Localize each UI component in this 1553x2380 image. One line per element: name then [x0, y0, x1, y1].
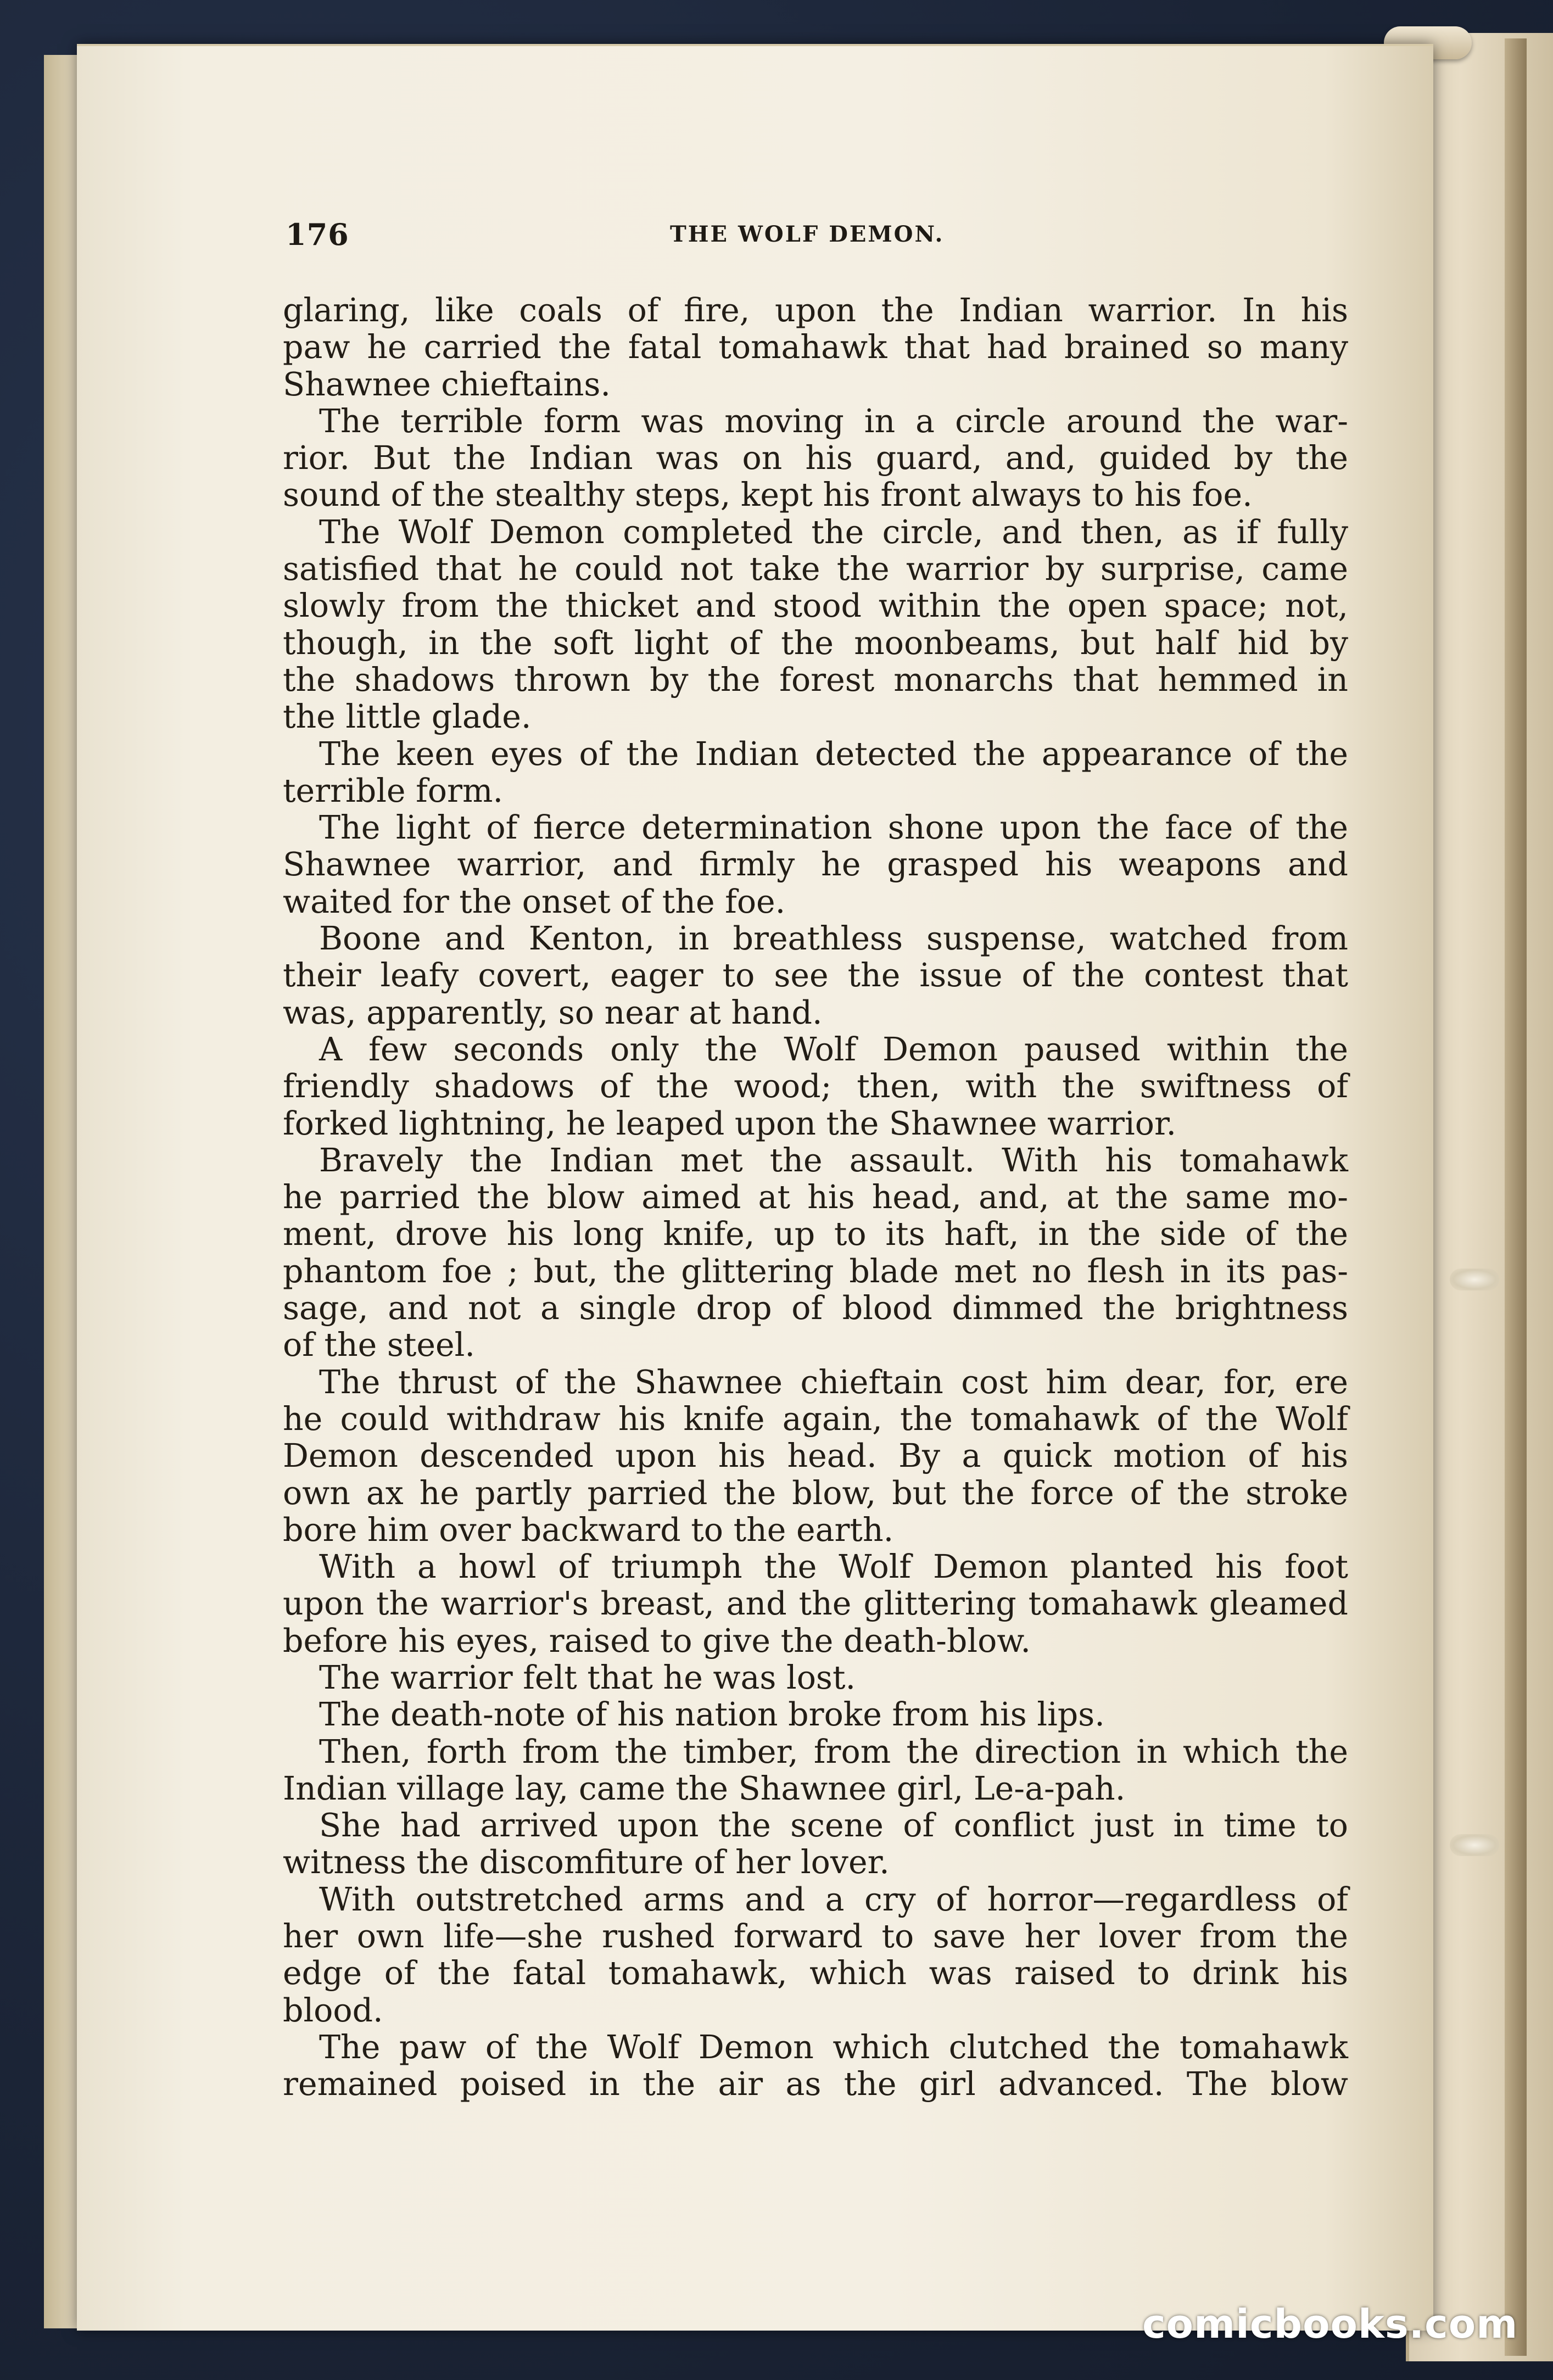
- text-line: With outstretched arms and a cry of horror—regardless of: [319, 1880, 1348, 1918]
- text-line: The thrust of the Shawnee chieftain cost him dear, for, ere: [319, 1363, 1348, 1401]
- page-header: [286, 217, 1345, 250]
- running-title: THE WOLF DEMON.: [670, 221, 945, 247]
- text-line: A few seconds only the Wolf Demon paused within the: [319, 1030, 1348, 1068]
- text-line: ment, drove his long knife, up to its haft, in the side of the: [283, 1215, 1348, 1253]
- text-line: he could withdraw his knife again, the tomahawk of the Wolf: [283, 1400, 1348, 1438]
- text-line: Shawnee warrior, and firmly he grasped his weapons and: [283, 846, 1348, 884]
- page-stack-edge: [44, 55, 77, 2328]
- text-line: phantom foe ; but, the glittering blade met no flesh in its pas-: [283, 1252, 1348, 1290]
- text-line: waited for the onset of the foe.: [283, 882, 786, 920]
- text-line: their leafy covert, eager to see the issue of the contest that: [283, 957, 1348, 995]
- text-line: Then, forth from the timber, from the direction in which the: [319, 1733, 1348, 1770]
- body-text: [283, 292, 1348, 2103]
- text-line: the shadows thrown by the forest monarchs that hemmed in: [283, 661, 1348, 699]
- text-line: though, in the soft light of the moonbeams, but half hid by: [283, 624, 1348, 662]
- text-line: before his eyes, raised to give the death-blow.: [283, 1622, 1031, 1660]
- text-line: She had arrived upon the scene of conflict just in time to: [319, 1807, 1348, 1845]
- text-line: bore him over backward to the earth.: [283, 1511, 894, 1549]
- text-line: upon the warrior's breast, and the glittering tomahawk gleamed: [283, 1585, 1348, 1623]
- text-line: The warrior felt that he was lost.: [319, 1658, 856, 1696]
- text-line: The Wolf Demon completed the circle, and then, as if fully: [319, 513, 1348, 551]
- text-line: With a howl of triumph the Wolf Demon planted his foot: [319, 1548, 1348, 1586]
- text-line: The terrible form was moving in a circle around the war-: [319, 402, 1348, 440]
- text-line: edge of the fatal tomahawk, which was raised to drink his: [283, 1954, 1348, 1992]
- text-line: her own life—she rushed forward to save her lover from the: [283, 1918, 1348, 1956]
- text-line: The light of fierce determination shone upon the face of the: [319, 809, 1348, 847]
- text-line: Indian village lay, came the Shawnee girl, Le-a-pah.: [283, 1769, 1126, 1807]
- text-line: rior. But the Indian was on his guard, and, guided by the: [283, 439, 1348, 477]
- text-line: The death-note of his nation broke from his lips.: [319, 1696, 1105, 1734]
- text-line: glaring, like coals of fire, upon the Indian warrior. In his: [283, 292, 1348, 329]
- text-line: own ax he partly parried the blow, but the force of the stroke: [283, 1474, 1348, 1512]
- book-fore-edge: [1505, 38, 1527, 2356]
- text-line: the little glade.: [283, 698, 532, 736]
- text-line: witness the discomfiture of her lover.: [283, 1843, 890, 1881]
- text-line: was, apparently, so near at hand.: [283, 993, 823, 1031]
- binding-stitch: [1450, 1269, 1499, 1290]
- text-line: remained poised in the air as the girl advanced. The blow: [283, 2065, 1348, 2103]
- text-line: friendly shadows of the wood; then, with the swiftness of: [283, 1068, 1348, 1105]
- text-line: The paw of the Wolf Demon which clutched the tomahawk: [319, 2028, 1348, 2066]
- text-line: terrible form.: [283, 772, 504, 809]
- text-line: Shawnee chieftains.: [283, 365, 611, 403]
- text-line: sage, and not a single drop of blood dimmed the brightness: [283, 1289, 1348, 1327]
- page-number: 176: [286, 217, 349, 252]
- watermark: comicbooks.com: [1142, 2301, 1518, 2347]
- text-line: he parried the blow aimed at his head, and, at the same mo-: [283, 1178, 1348, 1216]
- text-line: Bravely the Indian met the assault. With his tomahawk: [319, 1141, 1348, 1179]
- text-line: forked lightning, he leaped upon the Shawnee warrior.: [283, 1104, 1177, 1142]
- text-line: Boone and Kenton, in breathless suspense, watched from: [319, 920, 1348, 958]
- text-line: satisfied that he could not take the warrior by surprise, came: [283, 550, 1348, 588]
- text-line: The keen eyes of the Indian detected the appearance of the: [319, 735, 1348, 773]
- text-line: of the steel.: [283, 1326, 475, 1364]
- text-line: blood.: [283, 1991, 383, 2029]
- binding-stitch: [1450, 1834, 1499, 1856]
- text-line: sound of the stealthy steps, kept his front always to his foe.: [283, 476, 1253, 514]
- text-line: Demon descended upon his head. By a quick motion of his: [283, 1437, 1348, 1475]
- text-line: slowly from the thicket and stood within the open space; not,: [283, 587, 1348, 625]
- text-line: paw he carried the fatal tomahawk that had brained so many: [283, 328, 1348, 366]
